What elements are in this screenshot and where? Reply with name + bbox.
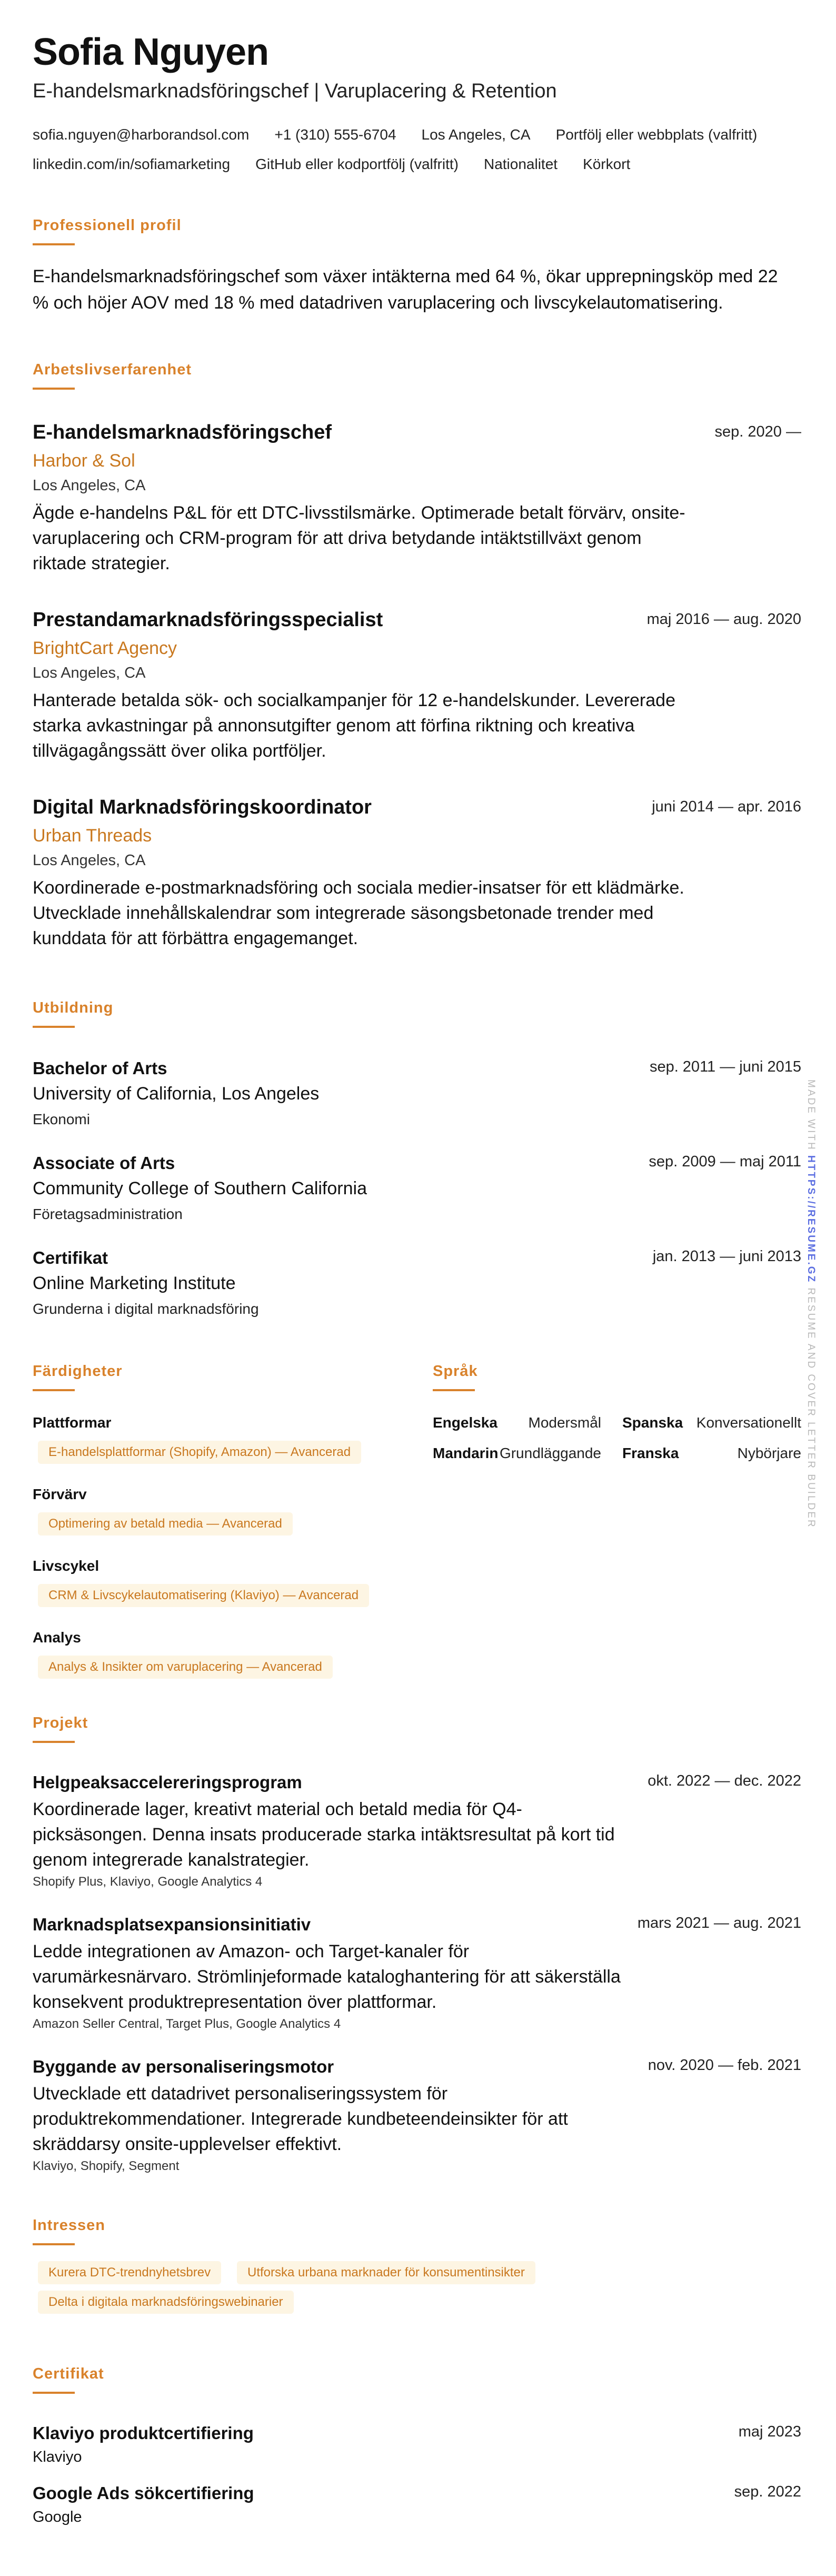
job-location: Los Angeles, CA bbox=[33, 665, 146, 681]
education-degree: Certifikat bbox=[33, 1248, 108, 1267]
project-name: Helgpeaksaccelereringsprogram bbox=[33, 1772, 302, 1792]
project-keywords: Shopify Plus, Klaviyo, Google Analytics 4 bbox=[33, 1875, 263, 1889]
section-rule bbox=[33, 2243, 75, 2245]
job-location: Los Angeles, CA bbox=[33, 852, 146, 869]
language-name: Franska bbox=[622, 1445, 679, 1461]
contact-email[interactable]: sofia.nguyen@harborandsol.com bbox=[33, 126, 250, 143]
job-company: Harbor & Sol bbox=[33, 451, 135, 471]
credit-link[interactable]: HTTPS://RESUME.GZ bbox=[805, 1155, 817, 1284]
job-description: Koordinerade e-postmarknadsföring och sociala medier-insatser för ett klädmärke. Utvecklade innehållskalendrar som integrerade säsongsbetonade trender med kunddata för att förbättra engagemanget. bbox=[33, 878, 684, 948]
skill-tag: Analys & Insikter om varuplacering — Avancerad bbox=[38, 1656, 333, 1679]
education-institution: Community College of Southern California bbox=[33, 1178, 367, 1198]
skill-tag: E-handelsplattformar (Shopify, Amazon) — Avancerad bbox=[38, 1441, 361, 1464]
contact-row-1 bbox=[33, 126, 757, 143]
job-description: Ägde e-handelns P&L för ett DTC-livsstilsmärke. Optimerade betalt förvärv, onsite-varuplacering och CRM-program för att driva betydande intäktstillväxt genom riktade strategier. bbox=[33, 503, 685, 573]
skill-category: Livscykel bbox=[33, 1558, 99, 1574]
project-description: Ledde integrationen av Amazon- och Target-kanaler för varumärkesnärvaro. Strömlinjeformade kataloghantering för att säkerställa konsekvent produktrepresentation över plattformar. bbox=[33, 1941, 621, 2012]
job-dates: juni 2014 — apr. 2016 bbox=[652, 798, 801, 815]
section-title-interests: Intressen bbox=[33, 2217, 105, 2234]
section-rule bbox=[33, 2392, 75, 2394]
education-degree: Associate of Arts bbox=[33, 1153, 175, 1173]
job-title: E-handelsmarknadsföringschef bbox=[33, 421, 332, 443]
contact-phone[interactable]: +1 (310) 555-6704 bbox=[274, 126, 396, 143]
language-name: Engelska bbox=[433, 1414, 497, 1431]
job-location: Los Angeles, CA bbox=[33, 477, 146, 494]
section-rule bbox=[33, 243, 75, 245]
contact-license: Körkort bbox=[583, 156, 631, 172]
skill-tag: Optimering av betald media — Avancerad bbox=[38, 1512, 293, 1535]
certification-name: Klaviyo produktcertifiering bbox=[33, 2423, 254, 2443]
education-degree: Bachelor of Arts bbox=[33, 1058, 167, 1078]
section-title-skills: Färdigheter bbox=[33, 1363, 123, 1380]
project-description: Koordinerade lager, kreativt material och betald media för Q4-picksäsongen. Denna insats producerade starka intäktsresultat på kort tid genom integrerade kanalstrategier. bbox=[33, 1799, 615, 1870]
project-dates: nov. 2020 — feb. 2021 bbox=[648, 2057, 801, 2074]
education-institution: University of California, Los Angeles bbox=[33, 1084, 320, 1104]
job-title: Prestandamarknadsföringsspecialist bbox=[33, 609, 383, 631]
section-rule bbox=[33, 1741, 75, 1743]
education-field: Grunderna i digital marknadsföring bbox=[33, 1301, 259, 1317]
certification-date: sep. 2022 bbox=[734, 2483, 801, 2500]
section-rule bbox=[33, 1026, 75, 1028]
section-title-profile: Professionell profil bbox=[33, 217, 182, 234]
contact-linkedin[interactable]: linkedin.com/in/sofiamarketing bbox=[33, 156, 231, 172]
headline: E-handelsmarknadsföringschef | Varuplacering & Retention bbox=[33, 80, 557, 102]
job-company: BrightCart Agency bbox=[33, 638, 177, 658]
project-keywords: Amazon Seller Central, Target Plus, Google Analytics 4 bbox=[33, 2017, 341, 2031]
job-title: Digital Marknadsföringskoordinator bbox=[33, 796, 372, 818]
language-name: Spanska bbox=[622, 1414, 683, 1431]
interest-tag: Kurera DTC-trendnyhetsbrev bbox=[38, 2261, 221, 2284]
education-dates: jan. 2013 — juni 2013 bbox=[652, 1248, 801, 1265]
contact-row-2 bbox=[33, 156, 630, 173]
skill-tag: CRM & Livscykelautomatisering (Klaviyo) — Avancerad bbox=[38, 1584, 369, 1607]
skill-category: Plattformar bbox=[33, 1414, 112, 1431]
language-level: Grundläggande bbox=[499, 1445, 601, 1461]
contact-location: Los Angeles, CA bbox=[421, 126, 531, 143]
certification-date: maj 2023 bbox=[738, 2423, 801, 2440]
section-title-languages: Språk bbox=[433, 1363, 478, 1380]
language-name: Mandarin bbox=[433, 1445, 499, 1461]
education-dates: sep. 2009 — maj 2011 bbox=[649, 1153, 801, 1170]
education-field: Ekonomi bbox=[33, 1111, 90, 1127]
profile-summary: E-handelsmarknadsföringschef som växer intäkterna med 64 %, ökar upprepningsköp med 22 % och höjer AOV med 18 % med datadriven varuplacering och livscykelautomatisering. bbox=[33, 266, 778, 313]
language-level: Modersmål bbox=[528, 1414, 601, 1431]
builder-credit bbox=[805, 1079, 817, 1529]
job-dates: sep. 2020 — bbox=[714, 423, 801, 440]
project-dates: mars 2021 — aug. 2021 bbox=[637, 1915, 801, 1931]
job-description: Hanterade betalda sök- och socialkampanjer för 12 e-handelskunder. Levererade starka avkastningar på annonsutgifter genom att förfina riktning och kreativa tillvägagångssätt över olika portföljer. bbox=[33, 690, 675, 761]
job-dates: maj 2016 — aug. 2020 bbox=[646, 611, 801, 628]
education-institution: Online Marketing Institute bbox=[33, 1273, 236, 1293]
project-dates: okt. 2022 — dec. 2022 bbox=[648, 1772, 801, 1789]
language-level: Nybörjare bbox=[737, 1445, 801, 1461]
section-rule bbox=[33, 1389, 75, 1391]
project-keywords: Klaviyo, Shopify, Segment bbox=[33, 2159, 180, 2173]
interest-tag: Delta i digitala marknadsföringswebinarier bbox=[38, 2291, 294, 2314]
section-title-certifications: Certifikat bbox=[33, 2365, 104, 2382]
credit-prefix: MADE WITH bbox=[805, 1079, 817, 1151]
candidate-name: Sofia Nguyen bbox=[33, 31, 269, 73]
skill-category: Analys bbox=[33, 1629, 81, 1646]
section-title-projects: Projekt bbox=[33, 1715, 88, 1731]
language-level: Konversationellt bbox=[696, 1414, 801, 1431]
section-rule bbox=[33, 388, 75, 390]
credit-suffix: RESUME AND COVER LETTER BUILDER bbox=[805, 1287, 817, 1529]
education-dates: sep. 2011 — juni 2015 bbox=[649, 1058, 801, 1075]
skill-category: Förvärv bbox=[33, 1486, 87, 1502]
contact-nationality: Nationalitet bbox=[483, 156, 558, 172]
interest-tag: Utforska urbana marknader för konsumentinsikter bbox=[237, 2261, 535, 2284]
certification-issuer: Klaviyo bbox=[33, 2449, 82, 2465]
certification-issuer: Google bbox=[33, 2509, 82, 2525]
section-title-education: Utbildning bbox=[33, 999, 114, 1016]
job-company: Urban Threads bbox=[33, 826, 152, 846]
project-name: Marknadsplatsexpansionsinitiativ bbox=[33, 1915, 311, 1934]
section-rule bbox=[433, 1389, 475, 1391]
education-field: Företagsadministration bbox=[33, 1206, 183, 1222]
contact-portfolio[interactable]: Portfölj eller webbplats (valfritt) bbox=[555, 126, 758, 143]
project-description: Utvecklade ett datadrivet personaliseringssystem för produktrekommendationer. Integrerade kundbeteendeinsikter för att skräddarsy onsite-upplevelser effektivt. bbox=[33, 2084, 568, 2154]
certification-name: Google Ads sökcertifiering bbox=[33, 2483, 254, 2503]
contact-github[interactable]: GitHub eller kodportfölj (valfritt) bbox=[255, 156, 459, 172]
project-name: Byggande av personaliseringsmotor bbox=[33, 2057, 334, 2076]
section-title-experience: Arbetslivserfarenhet bbox=[33, 361, 192, 378]
